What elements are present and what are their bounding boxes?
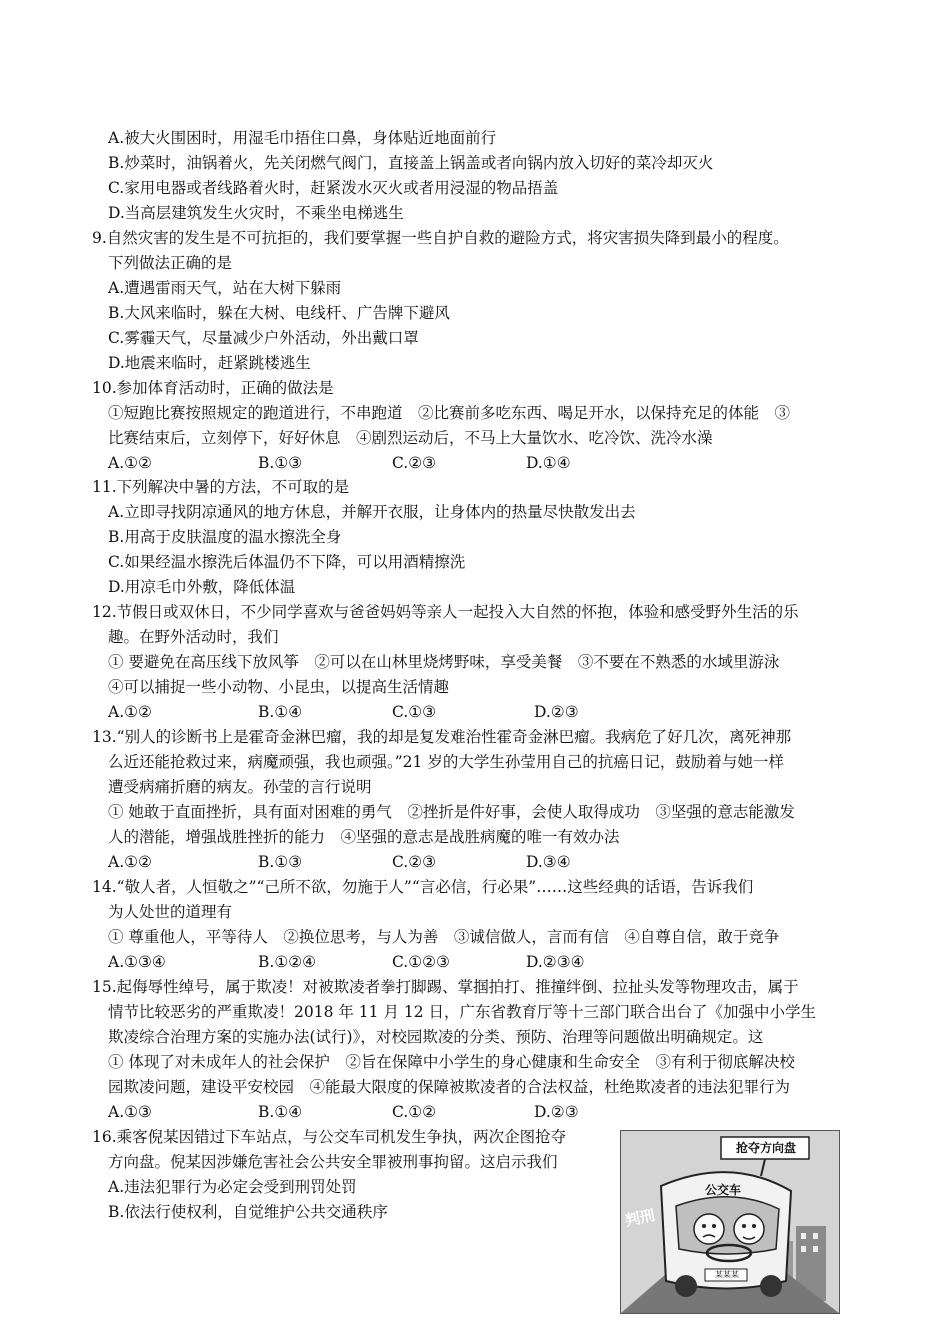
q14-stem-cont: 为人处世的道理有 xyxy=(108,903,233,921)
q9-stem: 9.自然灾害的发生是不可抗拒的，我们要掌握一些自护自救的避险方式，将灾害损失降到最小的程度。 xyxy=(92,229,789,247)
q11-option-d: D.用凉毛巾外敷，降低体温 xyxy=(108,578,296,596)
q14-choice-a: A.①③④ xyxy=(108,953,166,971)
q14-items-line1: ① 尊重他人，平等待人 ②换位思考，与人为善 ③诚信做人，言而有信 ④自尊自信，敢于竞争 xyxy=(108,928,780,946)
q15-stem-cont1: 情节比较恶劣的严重欺凌！2018 年 11 月 12 日，广东省教育厅等十三部门联合出台了《加强中小学生 xyxy=(108,1003,817,1021)
cartoon-bus-label: 公交车 xyxy=(705,1183,742,1197)
q14-choice-d: D.②③④ xyxy=(526,953,585,971)
q15-choice-b: B.①④ xyxy=(258,1103,303,1121)
q15-items-line1: ① 体现了对未成年人的社会保护 ②旨在保障中小学生的身心健康和生命安全 ③有利于彻底解决校 xyxy=(108,1053,795,1071)
q13-choice-c: C.②③ xyxy=(392,853,437,871)
q12-stem: 12.节假日或双休日，不少同学喜欢与爸爸妈妈等亲人一起投入大自然的怀抱，体验和感受野外生活的乐 xyxy=(92,603,799,621)
q15-choice-d: D.②③ xyxy=(534,1103,579,1121)
cartoon-side-label: 判刑 xyxy=(623,1206,657,1230)
q13-stem-cont2: 遭受病痛折磨的病友。孙莹的言行说明 xyxy=(108,778,372,796)
q12-choice-c: C.①③ xyxy=(392,703,437,721)
q10-choice-d: D.①④ xyxy=(526,454,571,472)
q11-stem: 11.下列解决中暑的方法，不可取的是 xyxy=(92,478,350,496)
q13-stem: 13.“别人的诊断书上是霍奇金淋巴瘤，我的却是复发难治性霍奇金淋巴瘤。我病危了好几次，离死神那 xyxy=(92,728,792,746)
q13-items-line1: ① 她敢于直面挫折，具有面对困难的勇气 ②挫折是件好事，会使人取得成功 ③坚强的意志能激发 xyxy=(108,803,795,821)
cartoon-plate-text: 某某某 xyxy=(715,1270,739,1279)
q10-items-line2: 比赛结束后，立刻停下，好好休息 ④剧烈运动后，不马上大量饮水、吃冷饮、洗冷水澡 xyxy=(108,429,713,447)
q13-choice-d: D.③④ xyxy=(526,853,571,871)
q16-stem: 16.乘客倪某因错过下车站点，与公交车司机发生争执，两次企图抢夺 xyxy=(92,1128,567,1146)
q8-option-b: B.炒菜时，油锅着火，先关闭燃气阀门，直接盖上锅盖或者向锅内放入切好的菜冷却灭火 xyxy=(108,154,714,172)
q14-choice-c: C.①②③ xyxy=(392,953,450,971)
q8-option-a: A.被大火围困时，用湿毛巾捂住口鼻，身体贴近地面前行 xyxy=(108,129,497,147)
q13-choice-b: B.①③ xyxy=(258,853,303,871)
q12-choice-d: D.②③ xyxy=(534,703,579,721)
q10-items-line1: ①短跑比赛按照规定的跑道进行，不串跑道 ②比赛前多吃东西、喝足开水，以保持充足的体能 ③ xyxy=(108,404,791,422)
q11-option-a: A.立即寻找阴凉通风的地方休息，并解开衣服，让身体内的热量尽快散发出去 xyxy=(108,503,636,521)
q14-choice-b: B.①②④ xyxy=(258,953,317,971)
q15-choice-a: A.①③ xyxy=(108,1103,152,1121)
q9-option-c: C.雾霾天气，尽量减少户外活动，外出戴口罩 xyxy=(108,329,419,347)
q13-choice-a: A.①② xyxy=(108,853,152,871)
q15-items-line2: 园欺凌问题，建设平安校园 ④能最大限度的保障被欺凌者的合法权益，杜绝欺凌者的违法犯罪行为 xyxy=(108,1078,791,1096)
q15-stem-cont2: 欺凌综合治理方案的实施办法(试行)》，对校园欺凌的分类、预防、治理等问题做出明确规定。这 xyxy=(108,1028,764,1046)
q11-option-b: B.用高于皮肤温度的温水擦洗全身 xyxy=(108,528,342,546)
q8-option-c: C.家用电器或者线路着火时，赶紧泼水灭火或者用浸湿的物品捂盖 xyxy=(108,179,559,197)
q12-choice-a: A.①② xyxy=(108,703,152,721)
q15-choice-c: C.①② xyxy=(392,1103,437,1121)
q16-option-b: B.依法行使权利，自觉维护公共交通秩序 xyxy=(108,1203,388,1221)
q9-stem-cont: 下列做法正确的是 xyxy=(108,254,233,272)
q11-option-c: C.如果经温水擦洗后体温仍不下降，可以用酒精擦洗 xyxy=(108,553,466,571)
q10-choice-a: A.①② xyxy=(108,454,152,472)
q12-items-line1: ① 要避免在高压线下放风筝 ②可以在山林里烧烤野味，享受美餐 ③不要在不熟悉的水域里游泳 xyxy=(108,653,780,671)
q12-choice-b: B.①④ xyxy=(258,703,303,721)
q16-option-a: A.违法犯罪行为必定会受到刑罚处罚 xyxy=(108,1178,357,1196)
q14-stem: 14.“敬人者，人恒敬之”“己所不欲，勿施于人”“言必信，行必果”……这些经典的话语，告诉我们 xyxy=(92,878,754,896)
q13-stem-cont1: 么近还能抢救过来，病魔顽强，我也顽强。”21 岁的大学生孙莹用自己的抗癌日记，鼓励着与她一样 xyxy=(108,753,784,771)
q10-stem: 10.参加体育活动时，正确的做法是 xyxy=(92,379,334,397)
q9-option-a: A.遭遇雷雨天气，站在大树下躲雨 xyxy=(108,279,342,297)
q9-option-b: B.大风来临时，躲在大树、电线杆、广告牌下避风 xyxy=(108,304,450,322)
q16-stem-cont: 方向盘。倪某因涉嫌危害社会公共安全罪被刑事拘留。这启示我们 xyxy=(108,1153,558,1171)
q12-items-line2: ④可以捕捉一些小动物、小昆虫，以提高生活情趣 xyxy=(108,678,450,696)
bus-cartoon-image xyxy=(620,1130,840,1314)
q9-option-d: D.地震来临时，赶紧跳楼逃生 xyxy=(108,354,311,372)
q8-option-d: D.当高层建筑发生火灾时，不乘坐电梯逃生 xyxy=(108,204,404,222)
q12-stem-cont: 趣。在野外活动时，我们 xyxy=(108,628,279,646)
q15-stem: 15.起侮辱性绰号，属于欺凌！对被欺凌者拳打脚踢、掌掴拍打、推撞绊倒、拉扯头发等物理攻击，属于 xyxy=(92,978,799,996)
cartoon-sign-text: 抢夺方向盘 xyxy=(735,1141,796,1155)
q10-choice-c: C.②③ xyxy=(392,454,437,472)
q13-items-line2: 人的潜能，增强战胜挫折的能力 ④坚强的意志是战胜病魔的唯一有效办法 xyxy=(108,828,620,846)
q10-choice-b: B.①③ xyxy=(258,454,303,472)
